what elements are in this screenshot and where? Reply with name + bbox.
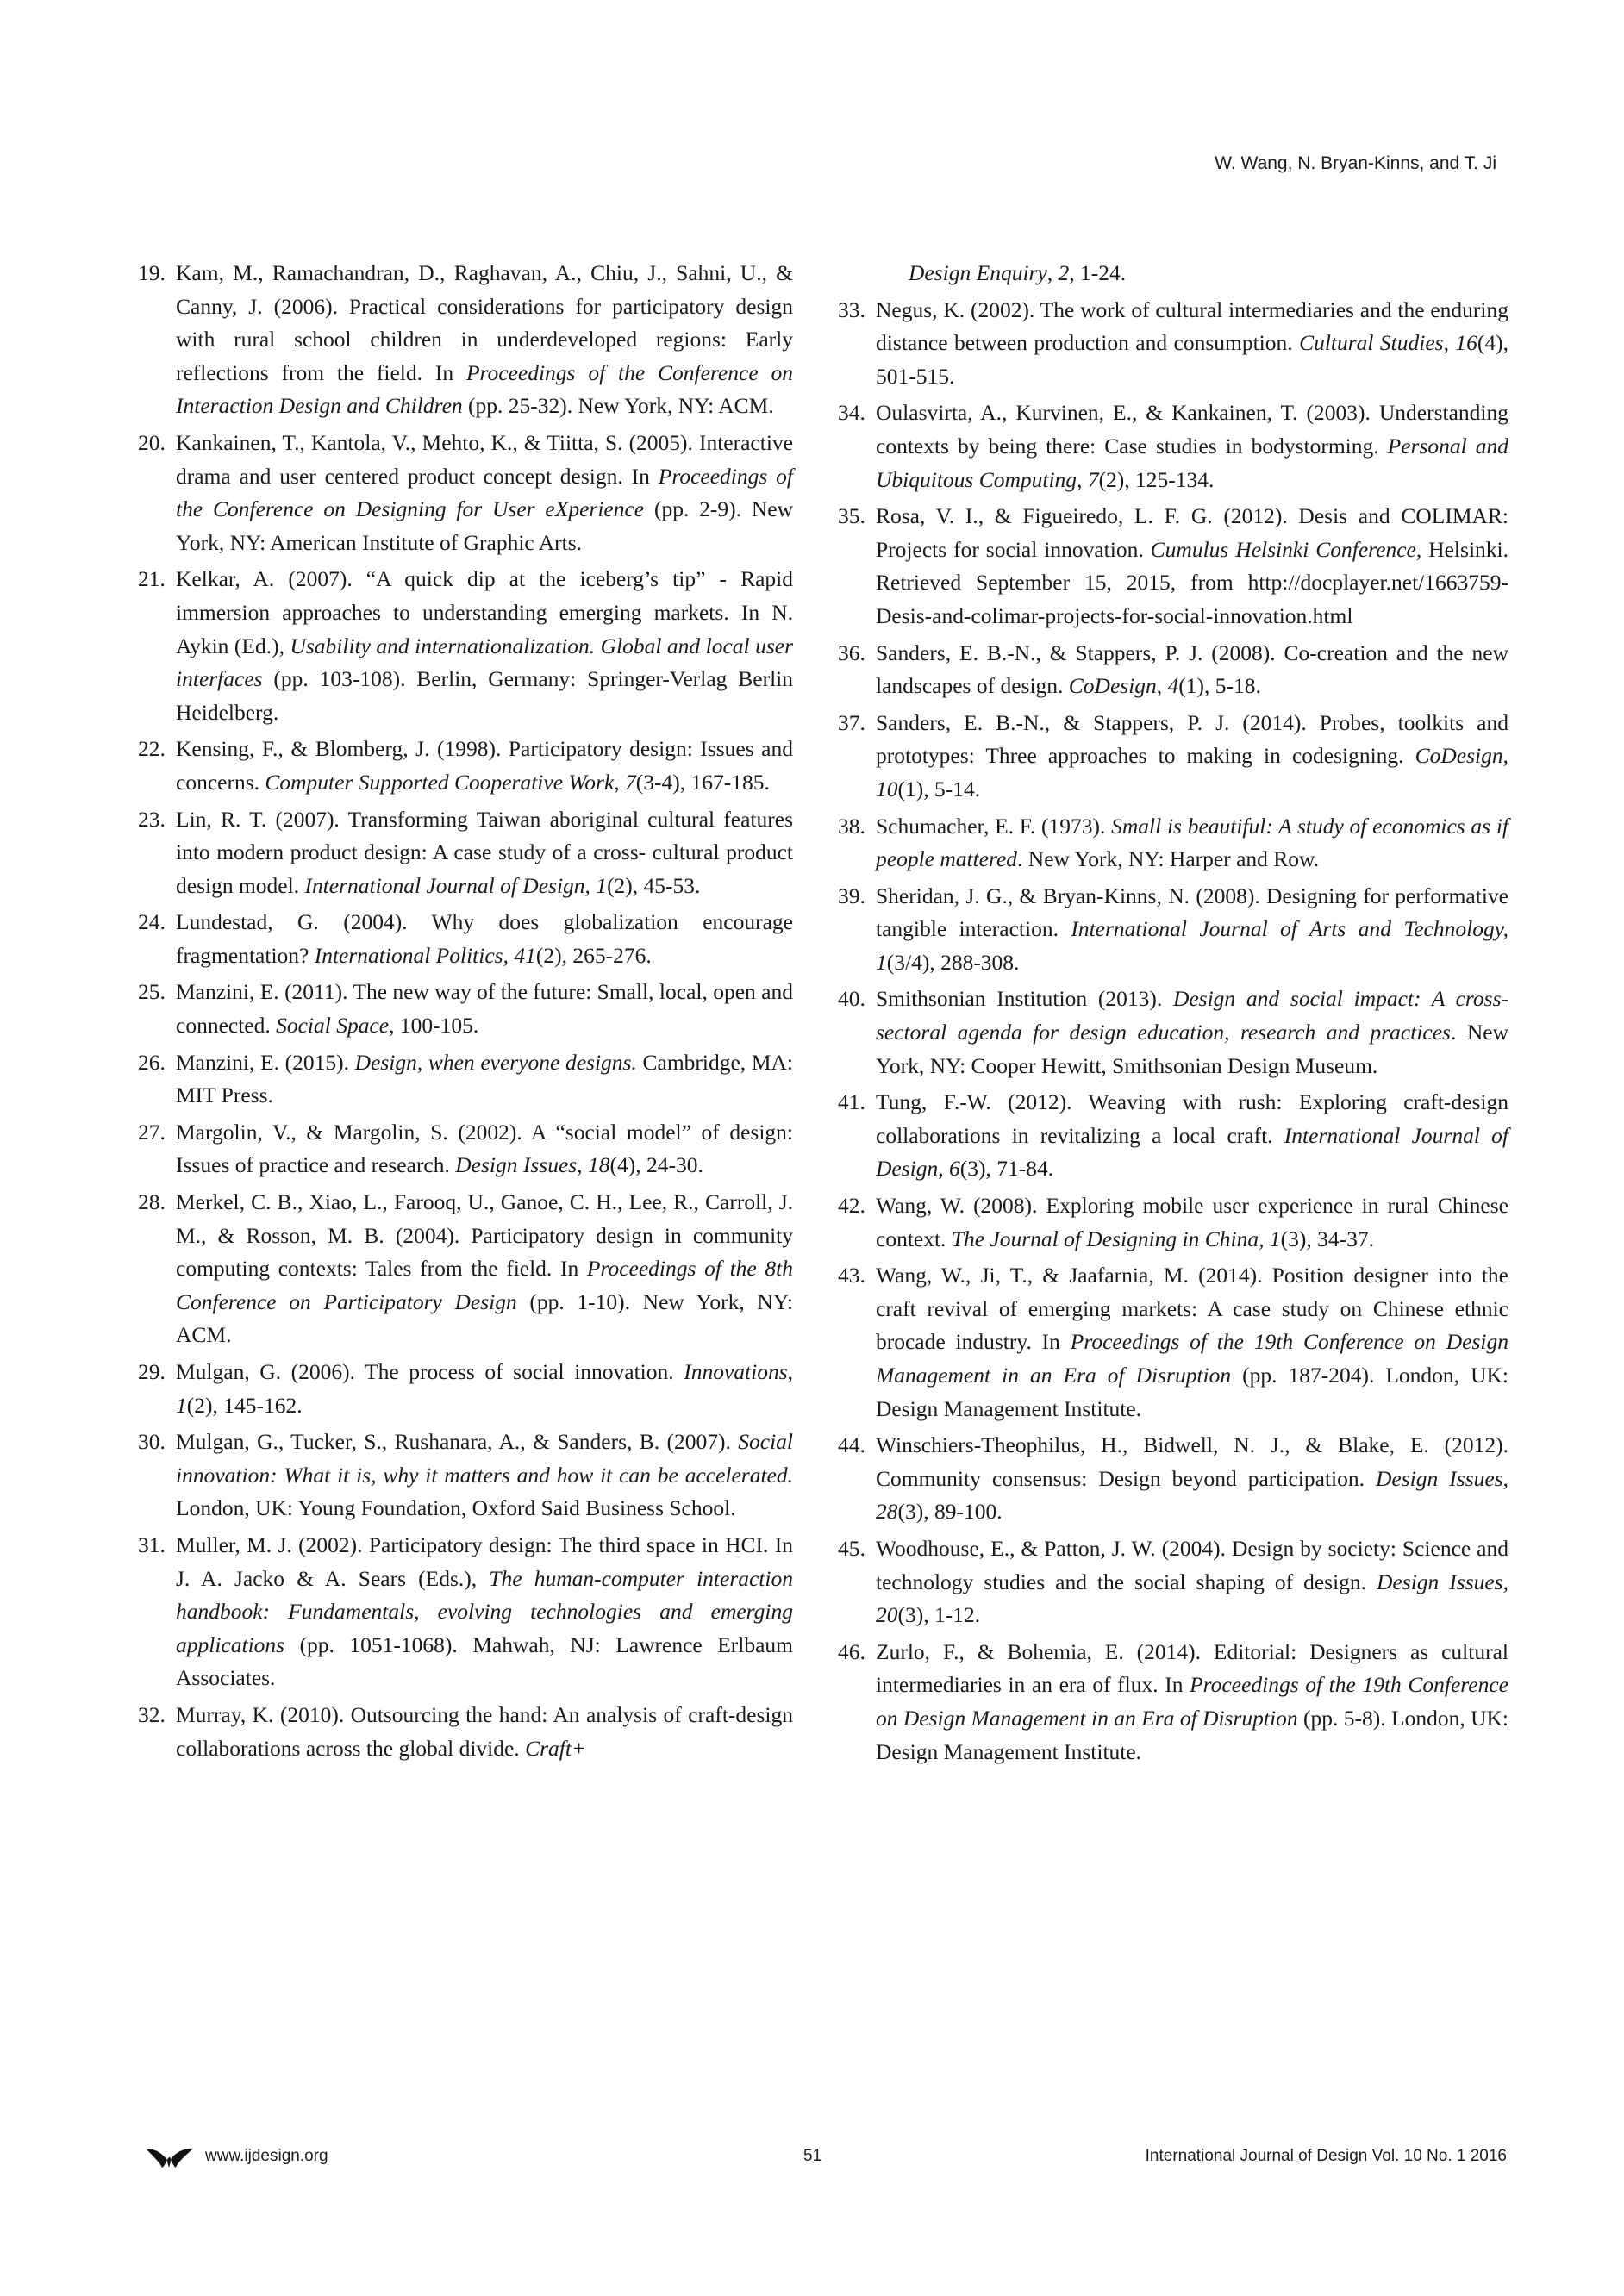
reference-body <box>876 1636 1508 1769</box>
reference-number: 46. <box>838 1638 865 1664</box>
reference-body <box>176 1046 793 1113</box>
reference-body <box>176 1186 793 1352</box>
reference-text: 265-276. <box>566 942 652 968</box>
reference-text: (3), 89-100. <box>897 1499 1003 1525</box>
reference-text: Kankainen, T., Kantola, V., Mehto, K., & Tiitta, S. (2005). Interactive drama and user centered product concept design. In <box>176 429 793 489</box>
reference-number: 26. <box>138 1049 166 1075</box>
reference-text: Kam, M., Ramachandran, D., Raghavan, A., Chiu, J., Sahni, U., & Canny, J. (2006). Practical considerations for participatory design with rural school children in underdeveloped regions: Early reflections from the field. In <box>176 260 793 385</box>
reference-columns <box>138 257 1508 1772</box>
reference-italic-text: Small is beautiful: A study of economics as if people mattered <box>876 813 1509 872</box>
reference-text: (3), 71-84. <box>959 1156 1054 1182</box>
reference-text: (2), 45-53. <box>607 872 701 898</box>
reference-text: Sheridan, J. G., & Bryan-Kinns, N. (2008). Designing for performative tangible interaction. <box>876 883 1508 942</box>
reference-text: , 100-105. <box>389 1013 479 1039</box>
reference-text: . New York, NY: Harper and Row. <box>1017 846 1320 872</box>
reference-body <box>176 1699 793 1765</box>
reference-text: (pp. 1-10). New York, NY: ACM. <box>176 1288 794 1348</box>
reference-text: Zurlo, F., & Bohemia, E. (2014). Editorial: Designers as cultural intermediaries in an era of flux. In <box>876 1638 1508 1698</box>
reference-text: Mulgan, G. (2006). The process of social innovation. <box>176 1359 684 1384</box>
reference-text: (3-4), 167-185. <box>635 769 770 795</box>
reference-body <box>876 983 1508 1082</box>
reference-number: 24. <box>138 909 166 935</box>
reference-text: Lin, R. T. (2007). Transforming Taiwan aboriginal cultural features into modern product design: A case study of a cross- cultural product design model. <box>176 806 793 898</box>
reference-text: Sanders, E. B.-N., & Stappers, P. J. (2014). Probes, toolkits and prototypes: Three approaches to making in codesigning. <box>876 709 1508 769</box>
reference-italic-text: 6 <box>949 1156 960 1182</box>
reference-body <box>176 1116 793 1182</box>
reference-italic-text: The Journal of Designing in China, 1 <box>951 1226 1281 1251</box>
reference-entry <box>138 803 793 903</box>
reference-body <box>176 1356 793 1422</box>
reference-text: Wang, W. (2008). Exploring mobile user experience in rural Chinese context. <box>876 1193 1508 1251</box>
reference-body <box>876 294 1508 394</box>
reference-body <box>876 1429 1508 1529</box>
reference-entry <box>138 733 793 799</box>
journal-website: www.ijdesign.org <box>205 2147 328 2165</box>
reference-body <box>176 1426 793 1525</box>
reference-number: 34. <box>838 400 865 426</box>
reference-entry <box>838 1086 1509 1186</box>
reference-italic-text: Proceedings of the 8th Conference on Participatory Design <box>176 1256 793 1314</box>
reference-body <box>876 1259 1508 1426</box>
reference-entry <box>838 880 1508 980</box>
reference-entry <box>838 1636 1508 1769</box>
reference-italic-text: Cultural Studies <box>1299 330 1444 356</box>
reference-entry <box>138 427 793 559</box>
reference-italic-text: Social innovation: What it is, why it matters and how it can be accelerated. <box>176 1429 793 1488</box>
reference-italic-text: Design and social impact: A cross-sectoral agenda for design education, research and practices <box>876 986 1508 1045</box>
reference-text: (pp. 25-32). New York, NY: ACM. <box>462 393 774 419</box>
reference-entry <box>838 1532 1508 1632</box>
reference-number: 19. <box>138 260 166 285</box>
reference-text: Merkel, C. B., Xiao, L., Farooq, U., Ganoe, C. H., Lee, R., Carroll, J. M., & Rosson, M. B. (2004). Participatory design in community computing contexts: Tales from the field. In <box>176 1189 793 1282</box>
reference-italic-text: 28 <box>876 1499 898 1525</box>
reference-entry <box>138 976 793 1042</box>
reference-number: 42. <box>838 1193 865 1219</box>
reference-text: , <box>1077 466 1088 492</box>
reference-entry <box>838 500 1508 633</box>
reference-entry <box>838 1429 1508 1529</box>
reference-number: 25. <box>138 979 166 1005</box>
reference-text: Mulgan, G., Tucker, S., Rushanara, A., & Sanders, B. (2007). <box>176 1429 739 1455</box>
reference-text: , 1-24. <box>1069 260 1127 285</box>
reference-body <box>176 257 793 423</box>
reference-body <box>176 563 793 729</box>
reference-entry <box>838 637 1508 703</box>
reference-italic-text: 18 <box>587 1152 610 1178</box>
reference-entry <box>838 810 1509 877</box>
reference-italic-text: Proceedings of the Conference on Designing for User eXperience <box>176 463 793 522</box>
reference-entry <box>138 906 793 972</box>
reference-entry <box>138 1046 793 1113</box>
reference-italic-text: International Journal of Design <box>876 1122 1509 1182</box>
running-head: W. Wang, N. Bryan-Kinns, and T. Ji <box>1215 153 1496 173</box>
reference-text: Kelkar, A. (2007). “A quick dip at the iceberg’s tip” - Rapid immersion approaches to understanding emerging markets. In N. Aykin (Ed.), <box>176 566 793 658</box>
reference-text: Manzini, E. (2011). The new way of the future: Small, local, open and connected. <box>176 979 793 1039</box>
reference-number: 38. <box>838 813 865 839</box>
reference-number: 41. <box>838 1089 865 1115</box>
reference-number: 20. <box>138 429 166 455</box>
reference-italic-text: Innovations <box>684 1359 788 1384</box>
reference-body <box>176 803 793 903</box>
reference-text: (4), 501-515. <box>876 330 1509 389</box>
reference-italic-text: Design Issues, 20 <box>876 1569 1508 1628</box>
reference-text: Negus, K. (2002). The work of cultural intermediaries and the enduring distance between production and consumption. <box>876 296 1508 356</box>
reference-text: (3), 34-37. <box>1280 1226 1374 1251</box>
reference-entry <box>138 1356 793 1422</box>
reference-text: Smithsonian Institution (2013). <box>876 986 1173 1012</box>
reference-body <box>876 1532 1508 1632</box>
reference-entry <box>138 1699 793 1765</box>
reference-entry <box>838 983 1508 1082</box>
reference-text: London, UK: Young Foundation, Oxford Said Business School. <box>176 1495 736 1521</box>
reference-italic-text: The human-computer interaction handbook: Fundamentals, evolving technologies and emerging applications <box>176 1565 793 1657</box>
reference-number: 35. <box>838 503 865 529</box>
reference-text: (pp. 5-8). London, UK: Design Management Institute. <box>876 1705 1508 1764</box>
reference-entry <box>838 396 1509 496</box>
reference-italic-text: 4 <box>1167 673 1179 699</box>
reference-entry <box>838 1189 1508 1256</box>
reference-body <box>876 1189 1508 1256</box>
reference-number: 36. <box>838 640 865 665</box>
reference-italic-text: 2 <box>1058 260 1070 285</box>
reference-italic-text: International Politics, 41 <box>314 942 536 968</box>
reference-text: Margolin, V., & Margolin, S. (2002). A “social model” of design: Issues of practice and research. <box>176 1119 793 1178</box>
reference-number: 29. <box>138 1359 166 1384</box>
reference-italic-text: Personal and Ubiquitous Computing <box>876 433 1509 492</box>
reference-italic-text: Design, when everyone designs. <box>354 1049 637 1075</box>
reference-text: Kensing, F., & Blomberg, J. (1998). Participatory design: Issues and concerns. <box>176 736 793 795</box>
reference-column-left <box>138 257 793 1772</box>
reference-text: , <box>1502 743 1508 769</box>
reference-number: 30. <box>138 1429 166 1455</box>
reference-text: (2), 145-162. <box>186 1392 303 1418</box>
reference-italic-text: Design Issues <box>1376 1465 1503 1491</box>
reference-number: 37. <box>838 709 865 735</box>
reference-number: 27. <box>138 1119 166 1145</box>
reference-body <box>876 1086 1508 1186</box>
journal-citation: International Journal of Design Vol. 10 No. 1 2016 <box>1145 2147 1507 2165</box>
reference-text: (3), 1-12. <box>897 1602 981 1628</box>
reference-number: 23. <box>138 806 166 832</box>
reference-italic-text: 7 <box>625 769 636 795</box>
reference-number: 40. <box>838 986 865 1012</box>
reference-italic-text: Design Issues <box>455 1152 578 1178</box>
reference-text: (pp. 2-9). New York, NY: American Institute of Graphic Arts. <box>176 496 793 555</box>
reference-text: Muller, M. J. (2002). Participatory design: The third space in HCI. In J. A. Jacko & A. Sears (Eds.), <box>176 1532 793 1591</box>
reference-italic-text: Design Enquiry <box>909 260 1047 285</box>
reference-body <box>176 1529 793 1695</box>
reference-number: 45. <box>838 1535 865 1561</box>
reference-number: 21. <box>138 566 166 592</box>
reference-text: , <box>1156 673 1168 699</box>
reference-entry <box>138 1529 793 1695</box>
butterfly-icon <box>145 2146 195 2168</box>
reference-text: (2), 125-134. <box>1098 466 1215 492</box>
reference-text: . New York, NY: Cooper Hewitt, Smithsonian Design Museum. <box>876 1020 1508 1078</box>
reference-italic-text: International Journal of Design, 1 <box>304 872 608 898</box>
reference-italic-text: Computer Supported Cooperative Work <box>265 769 615 795</box>
reference-text: Sanders, E. B.-N., & Stappers, P. J. (2008). Co-creation and the new landscapes of design. <box>876 640 1508 699</box>
reference-text: (pp. 1051-1068). Mahwah, NJ: Lawrence Erlbaum Associates. <box>176 1632 793 1691</box>
reference-italic-text: 16 <box>1455 330 1477 356</box>
reference-text: Woodhouse, E., & Patton, J. W. (2004). Design by society: Science and technology studies and the social shaping of design. <box>876 1535 1508 1594</box>
reference-entry <box>838 707 1508 807</box>
reference-text: Wang, W., Ji, T., & Jaafarnia, M. (2014). Position designer into the craft revival of emerging markets: A case study on Chinese ethnic brocade industry. In <box>876 1263 1508 1355</box>
reference-text: (pp. 103-108). Berlin, Germany: Springer-Verlag Berlin Heidelberg. <box>176 666 793 725</box>
reference-entry <box>838 1259 1508 1426</box>
reference-number: 31. <box>138 1532 166 1557</box>
reference-text: , <box>614 769 626 795</box>
reference-text: Winschiers-Theophilus, H., Bidwell, N. J., & Blake, E. (2012). Community consensus: Design beyond participation. <box>876 1432 1508 1491</box>
reference-italic-text: Proceedings of the Conference on Interaction Design and Children <box>176 359 793 419</box>
reference-italic-text: , <box>561 942 567 968</box>
reference-text: (2) <box>535 942 562 968</box>
reference-number: 44. <box>838 1432 865 1458</box>
reference-text: , Helsinki. Retrieved September 15, 2015, from http://docplayer.net/1663759-Desis-and-colimar-projects-for-social-innovation.html <box>876 536 1508 628</box>
reference-body <box>876 500 1508 633</box>
reference-entry <box>138 257 793 423</box>
reference-text: Rosa, V. I., & Figueiredo, L. F. G. (2012). Desis and COLIMAR: Projects for social innovation. <box>876 503 1508 562</box>
reference-entry <box>138 563 793 729</box>
reference-text: (1), 5-14. <box>897 776 981 802</box>
reference-number: 22. <box>138 736 166 762</box>
reference-text: (1), 5-18. <box>1178 673 1261 699</box>
reference-text: , <box>1443 330 1456 356</box>
reference-number: 43. <box>838 1263 865 1288</box>
reference-text: Oulasvirta, A., Kurvinen, E., & Kankainen, T. (2003). Understanding contexts by being there: Case studies in bodystorming. <box>876 400 1508 459</box>
reference-body <box>876 637 1508 703</box>
page-number: 51 <box>803 2147 822 2165</box>
reference-italic-text: CoDesign <box>1415 743 1503 769</box>
reference-body <box>176 427 793 559</box>
reference-text: , <box>1046 260 1059 285</box>
reference-italic-text: International Journal of Arts and Technology, 1 <box>876 916 1508 975</box>
reference-text: Schumacher, E. F. (1973). <box>876 813 1112 839</box>
reference-italic-text: CoDesign <box>1068 673 1157 699</box>
reference-text: Lundestad, G. (2004). Why does globalization encourage fragmentation? <box>176 909 793 968</box>
reference-entry <box>138 1116 793 1182</box>
reference-italic-text: 10 <box>876 776 898 802</box>
reference-entry <box>138 1426 793 1525</box>
reference-text: , <box>577 1152 588 1178</box>
reference-text: Cambridge, MA: MIT Press. <box>176 1049 793 1108</box>
reference-text: , <box>1502 1465 1508 1491</box>
reference-text: Tung, F.-W. (2012). Weaving with rush: Exploring craft-design collaborations in revitalizing a local craft. <box>876 1089 1508 1148</box>
reference-text: , <box>938 1156 949 1182</box>
reference-italic-text: Proceedings of the 19th Conference on Design Management in an Era of Disruption <box>876 1329 1508 1388</box>
reference-italic-text: Usability and internationalization. Global and local user interfaces <box>176 633 793 692</box>
page-footer <box>145 2144 1507 2170</box>
reference-italic-text: Cumulus Helsinki Conference <box>1150 536 1416 562</box>
reference-number: 39. <box>838 883 865 908</box>
reference-body <box>176 976 793 1042</box>
reference-number: 28. <box>138 1189 166 1215</box>
reference-text: Murray, K. (2010). Outsourcing the hand: An analysis of craft-design collaborations across the global divide. <box>176 1701 793 1761</box>
reference-italic-text: Proceedings of the 19th Conference on Design Management in an Era of Disruption <box>876 1672 1508 1731</box>
reference-italic-text: Social Space <box>276 1013 390 1039</box>
reference-entry <box>838 294 1509 394</box>
reference-body <box>876 880 1508 980</box>
reference-body <box>876 707 1508 807</box>
reference-italic-text: 1 <box>176 1392 187 1418</box>
reference-text: , <box>787 1359 793 1384</box>
reference-text: Manzini, E. (2015). <box>176 1049 355 1075</box>
reference-italic-text: 7 <box>1087 466 1099 492</box>
reference-number: 33. <box>838 296 865 322</box>
reference-body <box>876 810 1508 877</box>
reference-text: (4), 24-30. <box>609 1152 703 1178</box>
reference-number: 32. <box>138 1701 166 1727</box>
reference-italic-text: Craft+ <box>525 1735 587 1761</box>
reference-body <box>176 906 793 972</box>
reference-column-right <box>838 257 1509 1772</box>
reference-text: (pp. 187-204). London, UK: Design Management Institute. <box>876 1363 1508 1421</box>
reference-body <box>176 733 793 799</box>
reference-entry <box>138 1186 793 1352</box>
reference-continuation <box>871 257 1508 290</box>
reference-body <box>876 396 1508 496</box>
reference-text: (3/4), 288-308. <box>886 949 1020 975</box>
